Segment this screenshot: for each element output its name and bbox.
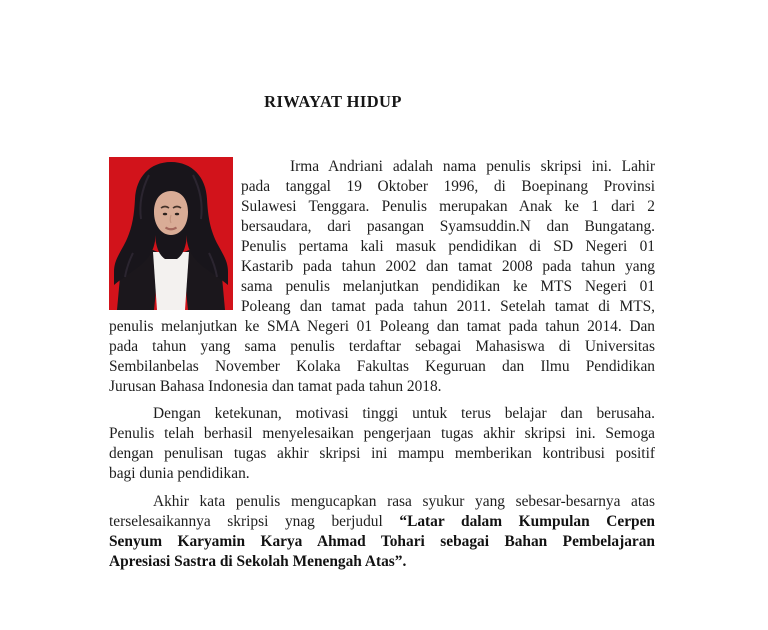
text-line	[109, 512, 655, 532]
text-line: Sulawesi Tenggara. Penulis merupakan Anak ke 1 dari 2	[241, 198, 655, 215]
body-text	[109, 157, 655, 572]
text-segment: terselesaikannya skripsi ynag berjudul	[109, 513, 383, 530]
text-line: Penulis pertama kali masuk pendidikan di SD Negeri 01	[241, 238, 655, 255]
text-line: penulis melanjutkan ke SMA Negeri 01 Poleang dan tamat pada tahun 2014. Dan	[109, 318, 655, 335]
paragraph-3	[109, 492, 655, 572]
text-line: Poleang dan tamat pada tahun 2011. Setelah tamat di MTS,	[241, 298, 655, 315]
paragraph-1	[109, 157, 655, 397]
text-line: dengan penulisan tugas akhir skripsi ini mampu memberikan kontribusi positif	[109, 445, 655, 462]
thesis-title-bold-line: Apresiasi Sastra di Sekolah Menengah Atas”.	[109, 553, 407, 570]
text-line: Akhir kata penulis mengucapkan rasa syukur yang sebesar-besarnya atas	[153, 493, 655, 510]
text-line: bagi dunia pendidikan.	[109, 465, 250, 482]
paragraph-2	[109, 404, 655, 484]
text-line: Dengan ketekunan, motivasi tinggi untuk terus belajar dan berusaha.	[153, 405, 655, 422]
text-line: Kastarib pada tahun 2002 dan tamat 2008 pada tahun yang	[241, 258, 655, 275]
text-line: Jurusan Bahasa Indonesia dan tamat pada tahun 2018.	[109, 378, 442, 395]
text-line: Irma Andriani adalah nama penulis skripsi ini. Lahir	[290, 158, 655, 175]
text-line: pada tanggal 19 Oktober 1996, di Boepinang Provinsi	[241, 178, 655, 195]
text-line: Penulis telah berhasil menyelesaikan pengerjaan tugas akhir skripsi ini. Semoga	[109, 425, 655, 442]
page-title: RIWAYAT HIDUP	[264, 92, 402, 111]
text-line: bersaudara, dari pasangan Syamsuddin.N dan Bungatang.	[241, 218, 655, 235]
text-line: Sembilanbelas November Kolaka Fakultas Keguruan dan Ilmu Pendidikan	[109, 358, 655, 375]
thesis-title-bold-segment: “Latar dalam Kumpulan Cerpen	[399, 513, 655, 530]
thesis-title-bold-line: Senyum Karyamin Karya Ahmad Tohari sebagai Bahan Pembelajaran	[109, 533, 655, 550]
text-line: pada tahun yang sama penulis terdaftar sebagai Mahasiswa di Universitas	[109, 338, 655, 355]
text-line: sama penulis melanjutkan pendidikan ke MTS Negeri 01	[241, 278, 655, 295]
